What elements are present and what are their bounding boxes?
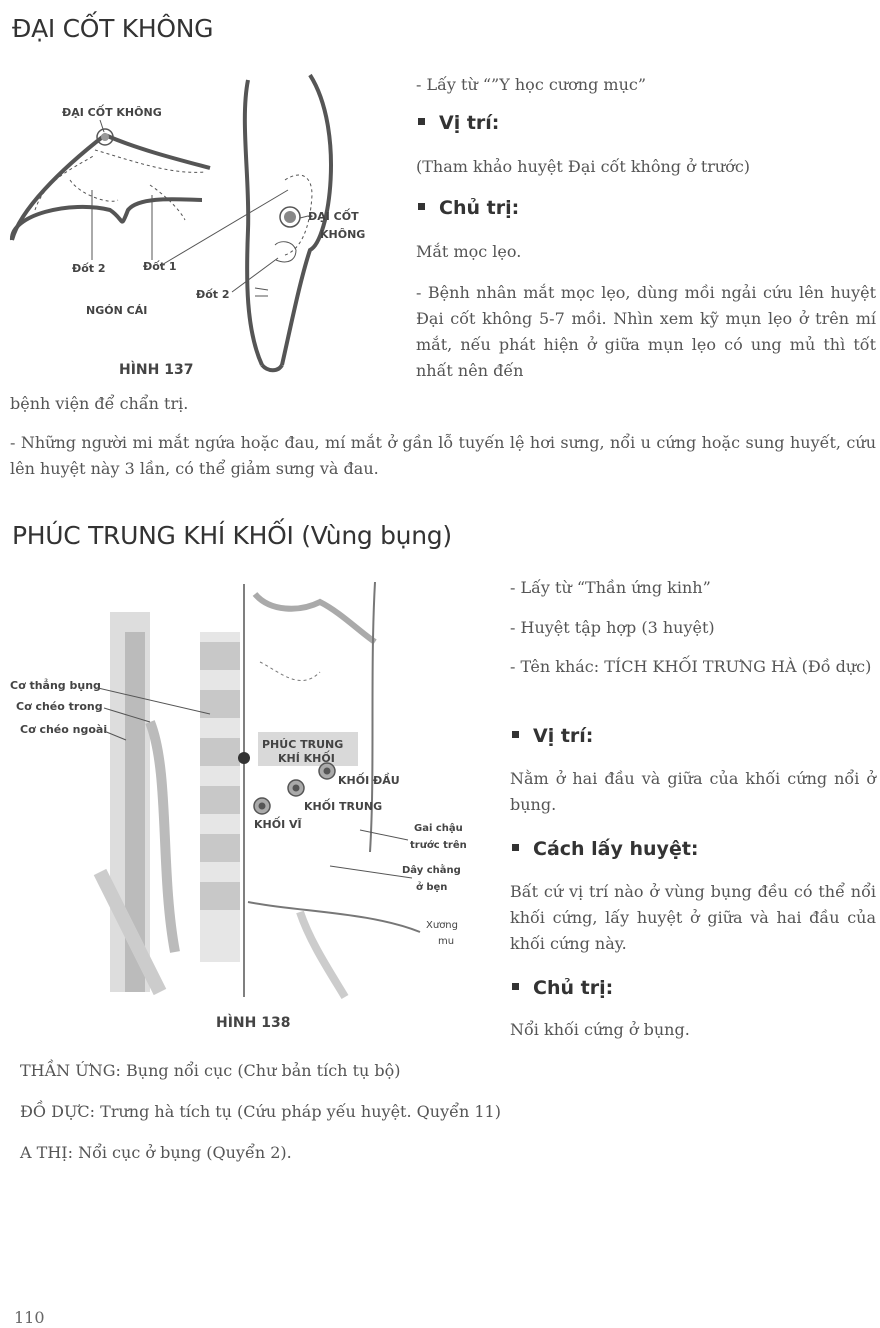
label-muscle-1: Cơ thẳng bụng [10,679,101,692]
position-heading-2: Vị trí: [512,725,593,747]
acupoint-marker-right [284,211,296,223]
label-point-mid: KHỐI TRUNG [304,800,383,813]
indication-heading-2: Chủ trị: [512,977,613,999]
bullet-icon [418,118,425,125]
source-line-2: - Lấy từ “Thần ứng kinh” [510,578,711,597]
paragraph-2: - Những người mi mắt ngứa hoặc đau, mí mắt ở gần lỗ tuyến lệ hơi sưng, nổi u cứng hoặc sung huyết, cứu lên huyệt này 3 lần, có thể giảm sưng và đau. [10,433,876,478]
label-point-left: ĐẠI CỐT KHÔNG [62,106,162,119]
label-point-title-2: KHÍ KHỐI [278,752,335,765]
figure-138-abdomen [0,572,480,1012]
label-ligament-1: Dây chằng [402,865,461,876]
label-thumb: NGÓN CÁI [86,304,148,317]
label-point-title-1: PHÚC TRUNG [262,738,344,751]
reference-1: THẦN ỨNG: Bụng nổi cục (Chư bản tích tụ bộ) [20,1061,401,1080]
label-dot1: Đốt 1 [143,260,177,273]
paragraph-1: - Bệnh nhân mắt mọc lẹo, dùng mồi ngải cứu lên huyệt Đại cốt không 5-7 mồi. Nhìn xem kỹ mụn lẹo ở trên mí mắt, nếu phát hiện ở giữa mụn lẹo có ung mủ thì tốt nhất nên đến [416,283,876,380]
label-point-right-2: KHÔNG [320,228,366,241]
indication-text-2: Nổi khối cứng ở bụng. [510,1020,690,1039]
indication-text-1: Mắt mọc lẹo. [416,242,522,261]
method-text: Bất cứ vị trí nào ở vùng bụng đều có thể nổi khối cứng, lấy huyệt ở giữa và hai đầu của khối cứng này. [510,882,876,953]
label-bone-1: Xương [426,920,458,931]
label-point-top: KHỐI ĐẦU [338,774,400,787]
paragraph-1-continued: bệnh viện để chẩn trị. [10,394,189,413]
bullet-icon [512,731,519,738]
label-muscle-2: Cơ chéo trong [16,700,103,713]
position-text-2: Nằm ở hai đầu và giữa của khối cứng nổi ở bụng. [510,769,876,814]
source-line-1: - Lấy từ “”Y học cương mục” [416,75,647,94]
reference-2: ĐỒ DỰC: Trưng hà tích tụ (Cứu pháp yếu huyệt. Quyển 11) [20,1102,501,1121]
label-bone-2: mu [438,936,455,947]
section-title-dai-cot-khong: ĐẠI CỐT KHÔNG [12,14,214,43]
figure-137-caption: HÌNH 137 [119,362,194,378]
midline-dot [238,752,250,764]
label-point-bottom: KHỐI VĨ [254,818,302,831]
section-title-phuc-trung-khi-khoi: PHÚC TRUNG KHÍ KHỐI (Vùng bụng) [12,521,452,550]
indication-heading-1: Chủ trị: [418,197,519,219]
abdomen-muscles-drawing [100,612,240,992]
figure-137-thumb [0,60,395,445]
label-dot2-right: Đốt 2 [196,288,230,301]
label-muscle-3: Cơ chéo ngoài [20,723,108,736]
position-heading-1: Vị trí: [418,112,499,134]
position-text-1: (Tham khảo huyệt Đại cốt không ở trước) [416,157,751,176]
label-spine-1: Gai chậu [414,823,463,834]
group-line: - Huyệt tập hợp (3 huyệt) [510,618,715,637]
method-heading: Cách lấy huyệt: [512,838,699,860]
label-dot2-left: Đốt 2 [72,262,106,275]
label-spine-2: trước trên [410,840,467,851]
bullet-icon [512,844,519,851]
abdomen-outline-drawing [248,582,420,997]
other-name-line: - Tên khác: TÍCH KHỐI TRƯNG HÀ (Đồ dực) [510,657,872,676]
thumb-side-drawing [12,129,210,260]
bullet-icon [512,983,519,990]
label-ligament-2: ở bẹn [416,882,448,893]
page-number: 110 [14,1308,45,1327]
figure-138-caption: HÌNH 138 [216,1015,291,1031]
bullet-icon [418,203,425,210]
reference-3: A THỊ: Nổi cục ở bụng (Quyển 2). [20,1143,292,1162]
label-point-right-1: ĐẠI CỐT [308,210,359,223]
acupoint-marker-left [101,133,109,141]
